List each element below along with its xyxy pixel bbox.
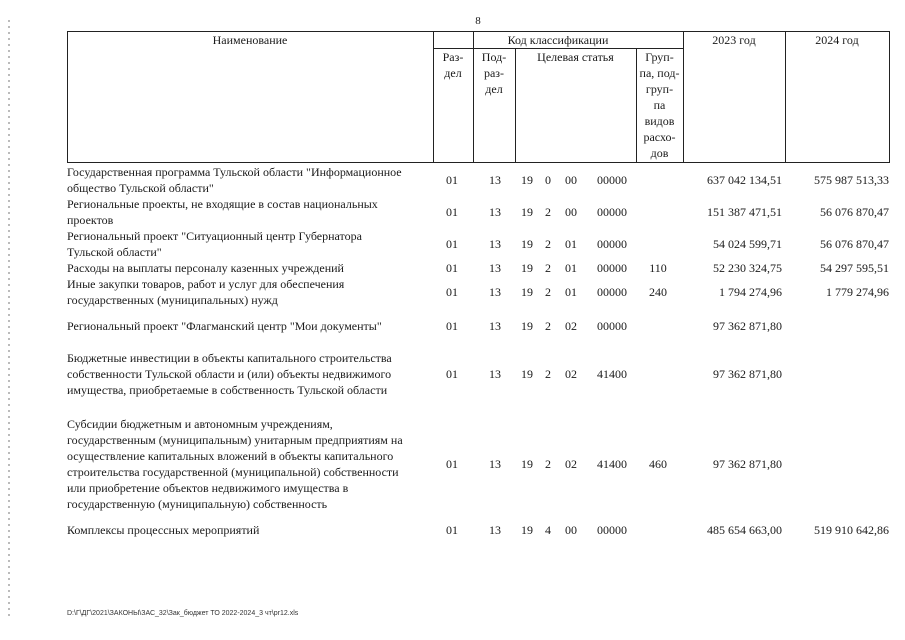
row-subsection: 13 bbox=[489, 523, 501, 537]
row-target-item: 02 bbox=[565, 319, 577, 333]
row-name: Региональный проект "Ситуационный центр Губернатора Тульской области" bbox=[67, 229, 362, 259]
row-value-2024: 1 779 274,96 bbox=[826, 285, 889, 299]
margin-dots bbox=[8, 20, 10, 620]
row-target-subprogram: 2 bbox=[545, 367, 551, 381]
row-target-item: 02 bbox=[565, 457, 577, 471]
row-subsection: 13 bbox=[489, 319, 501, 333]
row-target-direction: 00000 bbox=[597, 237, 627, 251]
row-subsection: 13 bbox=[489, 237, 501, 251]
header-classification: Код классификации bbox=[507, 33, 609, 47]
row-value-2023: 52 230 324,75 bbox=[713, 261, 782, 275]
row-target-direction: 00000 bbox=[597, 261, 627, 275]
row-target-subprogram: 2 bbox=[545, 261, 551, 275]
row-subsection: 13 bbox=[489, 367, 501, 381]
row-target-subprogram: 2 bbox=[545, 237, 551, 251]
row-subsection: 13 bbox=[489, 457, 501, 471]
row-name: Иные закупки товаров, работ и услуг для обеспечения государственных (муниципальных) нужд bbox=[67, 277, 345, 307]
header-expense-group: Груп- па, под- груп- па видов расхо- дов bbox=[639, 50, 680, 160]
row-target-item: 00 bbox=[565, 523, 577, 537]
row-section: 01 bbox=[446, 173, 458, 187]
row-target-program: 19 bbox=[521, 261, 533, 275]
row-target-subprogram: 2 bbox=[545, 457, 551, 471]
row-section: 01 bbox=[446, 261, 458, 275]
row-target-item: 01 bbox=[565, 237, 577, 251]
row-target-program: 19 bbox=[521, 205, 533, 219]
row-target-direction: 00000 bbox=[597, 319, 627, 333]
row-value-2023: 97 362 871,80 bbox=[713, 457, 782, 471]
header-year-2023: 2023 год bbox=[712, 33, 756, 47]
row-target-direction: 00000 bbox=[597, 523, 627, 537]
row-value-2024: 519 910 642,86 bbox=[814, 523, 889, 537]
header-name: Наименование bbox=[212, 33, 288, 47]
row-target-program: 19 bbox=[521, 173, 533, 187]
row-target-item: 00 bbox=[565, 173, 577, 187]
row-target-direction: 41400 bbox=[597, 367, 627, 381]
header-year-2024: 2024 год bbox=[815, 33, 859, 47]
row-name: Государственная программа Тульской области "Информационное общество Тульской области" bbox=[67, 165, 402, 195]
row-target-direction: 41400 bbox=[597, 457, 627, 471]
row-subsection: 13 bbox=[489, 173, 501, 187]
row-value-2023: 1 794 274,96 bbox=[719, 285, 782, 299]
row-section: 01 bbox=[446, 285, 458, 299]
row-target-item: 01 bbox=[565, 285, 577, 299]
row-target-program: 19 bbox=[521, 523, 533, 537]
row-subsection: 13 bbox=[489, 205, 501, 219]
row-value-2023: 97 362 871,80 bbox=[713, 367, 782, 381]
row-target-direction: 00000 bbox=[597, 205, 627, 219]
row-target-program: 19 bbox=[521, 367, 533, 381]
row-target-direction: 00000 bbox=[597, 173, 627, 187]
row-value-2023: 485 654 663,00 bbox=[707, 523, 782, 537]
row-value-2024: 56 076 870,47 bbox=[820, 237, 889, 251]
row-expense-group: 110 bbox=[649, 261, 667, 275]
row-section: 01 bbox=[446, 367, 458, 381]
row-value-2023: 97 362 871,80 bbox=[713, 319, 782, 333]
row-value-2023: 637 042 134,51 bbox=[707, 173, 782, 187]
row-section: 01 bbox=[446, 457, 458, 471]
row-name: Комплексы процессных мероприятий bbox=[67, 523, 260, 537]
row-subsection: 13 bbox=[489, 285, 501, 299]
row-name: Региональные проекты, не входящие в состав национальных проектов bbox=[67, 197, 378, 227]
row-target-item: 01 bbox=[565, 261, 577, 275]
row-value-2023: 54 024 599,71 bbox=[713, 237, 782, 251]
row-section: 01 bbox=[446, 523, 458, 537]
row-name: Бюджетные инвестиции в объекты капитального строительства собственности Тульской области и (или) объекты недвижимого имущества, приобретаемые в собственность Тульской области bbox=[67, 351, 392, 397]
table-header-bottom-border bbox=[67, 162, 890, 163]
row-name: Субсидии бюджетным и автономным учреждениям, государственным (муниципальным) унитарным предприятиям на осуществление капитальных вложений в объекты капитального строительства государственной (муниципальной) собственности или приобретение объектов недвижимого имущества в государственную (муниципальную) собственность bbox=[67, 417, 403, 511]
row-target-direction: 00000 bbox=[597, 285, 627, 299]
header-section: Раз- дел bbox=[442, 50, 464, 80]
row-name: Региональный проект "Флагманский центр "Мои документы" bbox=[67, 319, 382, 333]
footer-file-path: D:\Г\ДГ\2021\ЗАКОНЫ\ЗАС_32\Зак_бюджет ТО 2022-2024_3 чт\pr12.xls bbox=[67, 610, 299, 617]
header-target-article: Целевая статья bbox=[537, 50, 614, 64]
row-target-program: 19 bbox=[521, 457, 533, 471]
row-subsection: 13 bbox=[489, 261, 501, 275]
row-target-program: 19 bbox=[521, 237, 533, 251]
row-value-2023: 151 387 471,51 bbox=[707, 205, 782, 219]
row-target-item: 00 bbox=[565, 205, 577, 219]
row-target-subprogram: 0 bbox=[545, 173, 551, 187]
row-target-subprogram: 2 bbox=[545, 285, 551, 299]
row-value-2024: 54 297 595,51 bbox=[820, 261, 889, 275]
row-target-subprogram: 2 bbox=[545, 205, 551, 219]
row-value-2024: 575 987 513,33 bbox=[814, 173, 889, 187]
row-value-2024: 56 076 870,47 bbox=[820, 205, 889, 219]
header-subsection: Под- раз- дел bbox=[481, 50, 507, 96]
row-target-subprogram: 4 bbox=[545, 523, 551, 537]
page-number: 8 bbox=[475, 15, 481, 27]
row-target-program: 19 bbox=[521, 285, 533, 299]
row-target-program: 19 bbox=[521, 319, 533, 333]
row-name: Расходы на выплаты персоналу казенных учреждений bbox=[67, 261, 344, 275]
row-expense-group: 460 bbox=[649, 457, 667, 471]
row-section: 01 bbox=[446, 319, 458, 333]
row-expense-group: 240 bbox=[649, 285, 667, 299]
row-target-item: 02 bbox=[565, 367, 577, 381]
row-target-subprogram: 2 bbox=[545, 319, 551, 333]
row-section: 01 bbox=[446, 237, 458, 251]
row-section: 01 bbox=[446, 205, 458, 219]
